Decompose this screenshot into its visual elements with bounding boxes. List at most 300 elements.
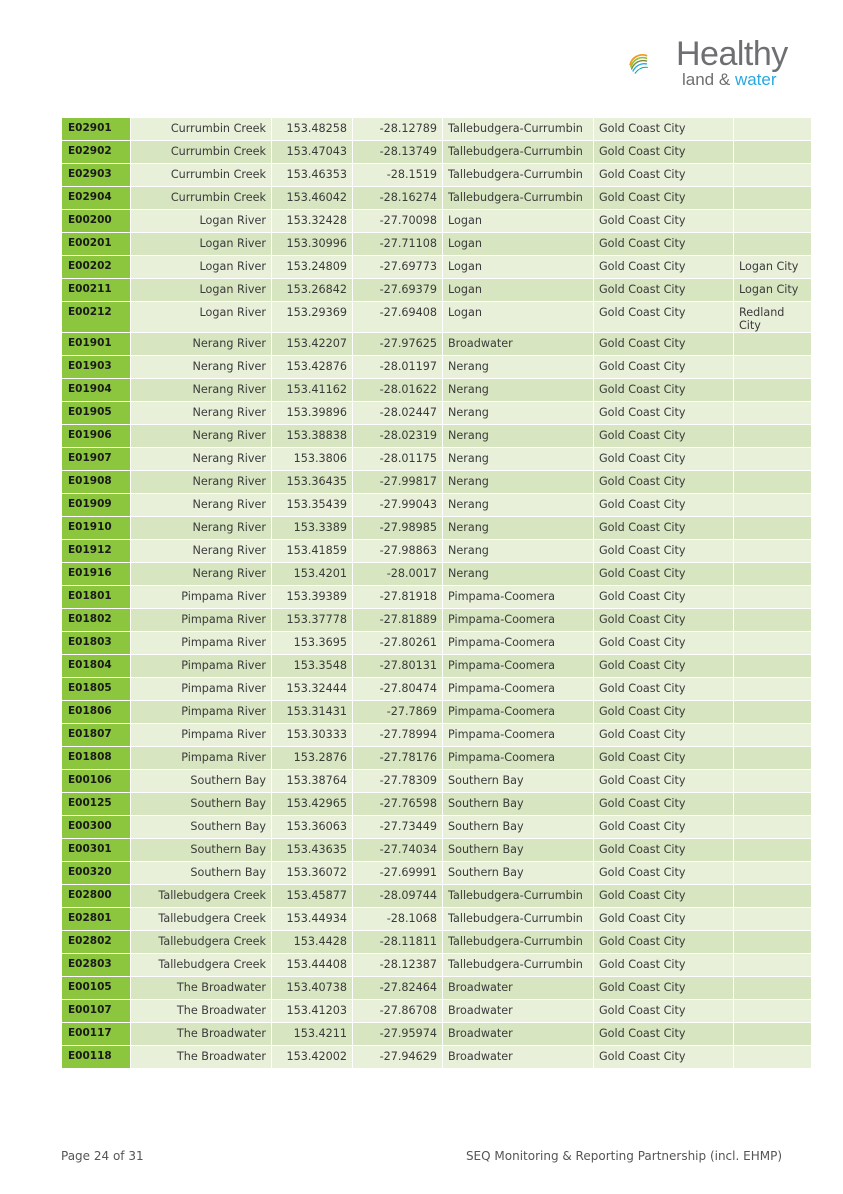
longitude-cell: 153.47043 [272, 141, 353, 164]
site-code-cell: E00106 [62, 770, 131, 793]
latitude-cell: -27.80261 [353, 632, 443, 655]
longitude-cell: 153.4211 [272, 1023, 353, 1046]
lga-cell: Gold Coast City [594, 908, 734, 931]
latitude-cell: -27.86708 [353, 1000, 443, 1023]
longitude-cell: 153.41203 [272, 1000, 353, 1023]
longitude-cell: 153.4428 [272, 931, 353, 954]
site-code-cell: E01904 [62, 379, 131, 402]
waterway-cell: Currumbin Creek [131, 164, 272, 187]
waterway-cell: The Broadwater [131, 1046, 272, 1069]
lga-cell: Gold Coast City [594, 118, 734, 141]
lga-cell: Gold Coast City [594, 609, 734, 632]
longitude-cell: 153.39389 [272, 586, 353, 609]
table-row [62, 448, 812, 471]
latitude-cell: -28.01622 [353, 379, 443, 402]
latitude-cell: -28.1068 [353, 908, 443, 931]
catchment-cell: Tallebudgera-Currumbin [443, 118, 594, 141]
latitude-cell: -27.80131 [353, 655, 443, 678]
other-lga-cell [734, 632, 812, 655]
lga-cell: Gold Coast City [594, 839, 734, 862]
waterway-cell: Nerang River [131, 425, 272, 448]
other-lga-cell [734, 494, 812, 517]
catchment-cell: Nerang [443, 425, 594, 448]
site-code-cell: E00105 [62, 977, 131, 1000]
longitude-cell: 153.45877 [272, 885, 353, 908]
catchment-cell: Pimpama-Coomera [443, 724, 594, 747]
table-row [62, 402, 812, 425]
longitude-cell: 153.36063 [272, 816, 353, 839]
table-row [62, 724, 812, 747]
lga-cell: Gold Coast City [594, 977, 734, 1000]
logo-word-land: land & [682, 70, 735, 89]
other-lga-cell [734, 931, 812, 954]
site-code-cell: E00107 [62, 1000, 131, 1023]
latitude-cell: -27.76598 [353, 793, 443, 816]
waterway-cell: Tallebudgera Creek [131, 931, 272, 954]
catchment-cell: Nerang [443, 356, 594, 379]
waterway-cell: Nerang River [131, 517, 272, 540]
lga-cell: Gold Coast City [594, 724, 734, 747]
site-code-cell: E01907 [62, 448, 131, 471]
catchment-cell: Logan [443, 256, 594, 279]
longitude-cell: 153.29369 [272, 302, 353, 333]
waterway-cell: Logan River [131, 256, 272, 279]
catchment-cell: Tallebudgera-Currumbin [443, 164, 594, 187]
waterway-cell: Tallebudgera Creek [131, 908, 272, 931]
table-row [62, 885, 812, 908]
latitude-cell: -28.0017 [353, 563, 443, 586]
site-code-cell: E01906 [62, 425, 131, 448]
lga-cell: Gold Coast City [594, 448, 734, 471]
catchment-cell: Nerang [443, 540, 594, 563]
site-code-cell: E01805 [62, 678, 131, 701]
waterway-cell: Nerang River [131, 402, 272, 425]
longitude-cell: 153.38838 [272, 425, 353, 448]
longitude-cell: 153.32444 [272, 678, 353, 701]
catchment-cell: Nerang [443, 517, 594, 540]
site-code-cell: E01804 [62, 655, 131, 678]
site-code-cell: E01802 [62, 609, 131, 632]
catchment-cell: Broadwater [443, 977, 594, 1000]
table-row [62, 908, 812, 931]
other-lga-cell [734, 448, 812, 471]
longitude-cell: 153.37778 [272, 609, 353, 632]
site-code-cell: E02802 [62, 931, 131, 954]
longitude-cell: 153.41162 [272, 379, 353, 402]
catchment-cell: Logan [443, 302, 594, 333]
catchment-cell: Tallebudgera-Currumbin [443, 931, 594, 954]
table-row [62, 977, 812, 1000]
other-lga-cell [734, 233, 812, 256]
table-row [62, 1046, 812, 1069]
other-lga-cell [734, 724, 812, 747]
table-row [62, 302, 812, 333]
other-lga-cell [734, 164, 812, 187]
waterway-cell: Pimpama River [131, 678, 272, 701]
other-lga-cell [734, 839, 812, 862]
latitude-cell: -27.99043 [353, 494, 443, 517]
table-row [62, 839, 812, 862]
table-body [62, 118, 812, 1069]
site-code-cell: E02801 [62, 908, 131, 931]
longitude-cell: 153.24809 [272, 256, 353, 279]
other-lga-cell [734, 333, 812, 356]
catchment-cell: Pimpama-Coomera [443, 632, 594, 655]
waterway-cell: Nerang River [131, 379, 272, 402]
catchment-cell: Tallebudgera-Currumbin [443, 908, 594, 931]
lga-cell: Gold Coast City [594, 187, 734, 210]
lga-cell: Gold Coast City [594, 1000, 734, 1023]
longitude-cell: 153.44934 [272, 908, 353, 931]
latitude-cell: -27.95974 [353, 1023, 443, 1046]
catchment-cell: Southern Bay [443, 839, 594, 862]
lga-cell: Gold Coast City [594, 164, 734, 187]
lga-cell: Gold Coast City [594, 471, 734, 494]
waterway-cell: Nerang River [131, 563, 272, 586]
latitude-cell: -28.13749 [353, 141, 443, 164]
waterway-cell: The Broadwater [131, 1023, 272, 1046]
waterway-cell: Pimpama River [131, 701, 272, 724]
table-row [62, 425, 812, 448]
latitude-cell: -28.12387 [353, 954, 443, 977]
other-lga-cell [734, 379, 812, 402]
longitude-cell: 153.3548 [272, 655, 353, 678]
other-lga-cell: Redland City [734, 302, 812, 333]
table-row [62, 931, 812, 954]
lga-cell: Gold Coast City [594, 517, 734, 540]
longitude-cell: 153.4201 [272, 563, 353, 586]
waterway-cell: Logan River [131, 233, 272, 256]
lga-cell: Gold Coast City [594, 540, 734, 563]
lga-cell: Gold Coast City [594, 701, 734, 724]
catchment-cell: Tallebudgera-Currumbin [443, 885, 594, 908]
table-row [62, 1023, 812, 1046]
table-row [62, 954, 812, 977]
lga-cell: Gold Coast City [594, 494, 734, 517]
table-row [62, 164, 812, 187]
lga-cell: Gold Coast City [594, 333, 734, 356]
table-row [62, 563, 812, 586]
latitude-cell: -27.78176 [353, 747, 443, 770]
longitude-cell: 153.31431 [272, 701, 353, 724]
longitude-cell: 153.39896 [272, 402, 353, 425]
other-lga-cell [734, 609, 812, 632]
site-code-cell: E00118 [62, 1046, 131, 1069]
catchment-cell: Logan [443, 279, 594, 302]
latitude-cell: -27.81889 [353, 609, 443, 632]
other-lga-cell [734, 977, 812, 1000]
table-row [62, 678, 812, 701]
latitude-cell: -27.69773 [353, 256, 443, 279]
latitude-cell: -28.01175 [353, 448, 443, 471]
other-lga-cell [734, 862, 812, 885]
longitude-cell: 153.3389 [272, 517, 353, 540]
waterway-cell: Pimpama River [131, 632, 272, 655]
lga-cell: Gold Coast City [594, 256, 734, 279]
site-code-cell: E01807 [62, 724, 131, 747]
site-code-cell: E01909 [62, 494, 131, 517]
catchment-cell: Pimpama-Coomera [443, 655, 594, 678]
latitude-cell: -27.73449 [353, 816, 443, 839]
longitude-cell: 153.36435 [272, 471, 353, 494]
table-row [62, 632, 812, 655]
lga-cell: Gold Coast City [594, 141, 734, 164]
table-row [62, 494, 812, 517]
footer-title: SEQ Monitoring & Reporting Partnership (incl. EHMP) [465, 1149, 782, 1163]
other-lga-cell [734, 908, 812, 931]
table-row [62, 187, 812, 210]
longitude-cell: 153.3695 [272, 632, 353, 655]
waterway-cell: Nerang River [131, 356, 272, 379]
catchment-cell: Logan [443, 233, 594, 256]
lga-cell: Gold Coast City [594, 586, 734, 609]
site-code-cell: E01808 [62, 747, 131, 770]
other-lga-cell [734, 770, 812, 793]
catchment-cell: Tallebudgera-Currumbin [443, 954, 594, 977]
catchment-cell: Nerang [443, 494, 594, 517]
lga-cell: Gold Coast City [594, 379, 734, 402]
waterway-cell: Southern Bay [131, 793, 272, 816]
latitude-cell: -27.98863 [353, 540, 443, 563]
lga-cell: Gold Coast City [594, 210, 734, 233]
site-code-cell: E02800 [62, 885, 131, 908]
table-row [62, 356, 812, 379]
logo-word-healthy: Healthy [676, 35, 788, 73]
catchment-cell: Logan [443, 210, 594, 233]
lga-cell: Gold Coast City [594, 1023, 734, 1046]
latitude-cell: -28.11811 [353, 931, 443, 954]
other-lga-cell: Logan City [734, 256, 812, 279]
catchment-cell: Nerang [443, 402, 594, 425]
latitude-cell: -27.71108 [353, 233, 443, 256]
waterway-cell: Southern Bay [131, 770, 272, 793]
lga-cell: Gold Coast City [594, 770, 734, 793]
catchment-cell: Nerang [443, 471, 594, 494]
lga-cell: Gold Coast City [594, 563, 734, 586]
site-code-cell: E01905 [62, 402, 131, 425]
catchment-cell: Southern Bay [443, 862, 594, 885]
other-lga-cell [734, 1023, 812, 1046]
lga-cell: Gold Coast City [594, 425, 734, 448]
other-lga-cell [734, 701, 812, 724]
site-code-cell: E01912 [62, 540, 131, 563]
catchment-cell: Pimpama-Coomera [443, 747, 594, 770]
site-code-cell: E01910 [62, 517, 131, 540]
site-code-cell: E01806 [62, 701, 131, 724]
waterway-cell: Nerang River [131, 471, 272, 494]
latitude-cell: -27.69379 [353, 279, 443, 302]
catchment-cell: Tallebudgera-Currumbin [443, 187, 594, 210]
lga-cell: Gold Coast City [594, 279, 734, 302]
waterway-cell: Pimpama River [131, 724, 272, 747]
catchment-cell: Pimpama-Coomera [443, 586, 594, 609]
other-lga-cell [734, 1000, 812, 1023]
waterway-cell: Pimpama River [131, 609, 272, 632]
waterway-cell: Nerang River [131, 494, 272, 517]
lga-cell: Gold Coast City [594, 632, 734, 655]
table-row [62, 793, 812, 816]
catchment-cell: Nerang [443, 448, 594, 471]
table-row [62, 233, 812, 256]
other-lga-cell [734, 356, 812, 379]
lga-cell: Gold Coast City [594, 302, 734, 333]
other-lga-cell [734, 187, 812, 210]
table-row [62, 540, 812, 563]
lga-cell: Gold Coast City [594, 402, 734, 425]
waterway-cell: Southern Bay [131, 862, 272, 885]
monitoring-sites-table [61, 117, 812, 1069]
waterway-cell: Pimpama River [131, 655, 272, 678]
lga-cell: Gold Coast City [594, 862, 734, 885]
table-row [62, 701, 812, 724]
longitude-cell: 153.40738 [272, 977, 353, 1000]
site-code-cell: E01908 [62, 471, 131, 494]
site-code-cell: E01803 [62, 632, 131, 655]
site-code-cell: E00320 [62, 862, 131, 885]
waterway-cell: Tallebudgera Creek [131, 954, 272, 977]
table-row [62, 210, 812, 233]
other-lga-cell: Logan City [734, 279, 812, 302]
catchment-cell: Southern Bay [443, 770, 594, 793]
latitude-cell: -27.69991 [353, 862, 443, 885]
lga-cell: Gold Coast City [594, 747, 734, 770]
lga-cell: Gold Coast City [594, 356, 734, 379]
waterway-cell: Nerang River [131, 333, 272, 356]
longitude-cell: 153.32428 [272, 210, 353, 233]
longitude-cell: 153.43635 [272, 839, 353, 862]
catchment-cell: Nerang [443, 379, 594, 402]
longitude-cell: 153.46042 [272, 187, 353, 210]
other-lga-cell [734, 954, 812, 977]
catchment-cell: Southern Bay [443, 793, 594, 816]
other-lga-cell [734, 793, 812, 816]
table-row [62, 471, 812, 494]
longitude-cell: 153.48258 [272, 118, 353, 141]
longitude-cell: 153.26842 [272, 279, 353, 302]
longitude-cell: 153.44408 [272, 954, 353, 977]
other-lga-cell [734, 402, 812, 425]
logo-word-water: water [734, 70, 777, 89]
table-row [62, 816, 812, 839]
latitude-cell: -27.74034 [353, 839, 443, 862]
other-lga-cell [734, 678, 812, 701]
latitude-cell: -27.81918 [353, 586, 443, 609]
other-lga-cell [734, 816, 812, 839]
latitude-cell: -27.7869 [353, 701, 443, 724]
site-code-cell: E00212 [62, 302, 131, 333]
other-lga-cell [734, 471, 812, 494]
site-code-cell: E00117 [62, 1023, 131, 1046]
waterway-cell: Nerang River [131, 448, 272, 471]
latitude-cell: -27.99817 [353, 471, 443, 494]
catchment-cell: Pimpama-Coomera [443, 701, 594, 724]
longitude-cell: 153.42965 [272, 793, 353, 816]
site-code-cell: E00300 [62, 816, 131, 839]
other-lga-cell [734, 747, 812, 770]
other-lga-cell [734, 563, 812, 586]
lga-cell: Gold Coast City [594, 655, 734, 678]
latitude-cell: -27.94629 [353, 1046, 443, 1069]
lga-cell: Gold Coast City [594, 793, 734, 816]
other-lga-cell [734, 885, 812, 908]
site-code-cell: E02901 [62, 118, 131, 141]
longitude-cell: 153.42002 [272, 1046, 353, 1069]
site-code-cell: E00200 [62, 210, 131, 233]
longitude-cell: 153.46353 [272, 164, 353, 187]
site-code-cell: E01801 [62, 586, 131, 609]
lga-cell: Gold Coast City [594, 816, 734, 839]
catchment-cell: Nerang [443, 563, 594, 586]
latitude-cell: -28.02447 [353, 402, 443, 425]
longitude-cell: 153.42207 [272, 333, 353, 356]
waterway-cell: Logan River [131, 279, 272, 302]
waterway-cell: Southern Bay [131, 839, 272, 862]
waterway-cell: Southern Bay [131, 816, 272, 839]
longitude-cell: 153.36072 [272, 862, 353, 885]
table-row [62, 862, 812, 885]
site-code-cell: E00211 [62, 279, 131, 302]
longitude-cell: 153.41859 [272, 540, 353, 563]
waterway-cell: Pimpama River [131, 586, 272, 609]
lga-cell: Gold Coast City [594, 885, 734, 908]
table-row [62, 256, 812, 279]
site-code-cell: E02903 [62, 164, 131, 187]
site-code-cell: E01901 [62, 333, 131, 356]
other-lga-cell [734, 118, 812, 141]
catchment-cell: Broadwater [443, 1046, 594, 1069]
waterway-cell: Logan River [131, 302, 272, 333]
logo-word-land-water [682, 70, 777, 90]
table-row [62, 517, 812, 540]
other-lga-cell [734, 655, 812, 678]
latitude-cell: -27.78994 [353, 724, 443, 747]
table-row [62, 609, 812, 632]
catchment-cell: Tallebudgera-Currumbin [443, 141, 594, 164]
waterway-cell: The Broadwater [131, 977, 272, 1000]
lga-cell: Gold Coast City [594, 233, 734, 256]
table-row [62, 333, 812, 356]
longitude-cell: 153.30333 [272, 724, 353, 747]
other-lga-cell [734, 517, 812, 540]
waterway-cell: Tallebudgera Creek [131, 885, 272, 908]
site-code-cell: E02803 [62, 954, 131, 977]
latitude-cell: -28.02319 [353, 425, 443, 448]
lga-cell: Gold Coast City [594, 931, 734, 954]
site-code-cell: E00301 [62, 839, 131, 862]
table-row [62, 279, 812, 302]
other-lga-cell [734, 540, 812, 563]
latitude-cell: -28.12789 [353, 118, 443, 141]
lga-cell: Gold Coast City [594, 678, 734, 701]
waterway-cell: The Broadwater [131, 1000, 272, 1023]
lga-cell: Gold Coast City [594, 1046, 734, 1069]
site-code-cell: E02902 [62, 141, 131, 164]
latitude-cell: -27.82464 [353, 977, 443, 1000]
other-lga-cell [734, 425, 812, 448]
waterway-cell: Logan River [131, 210, 272, 233]
latitude-cell: -27.97625 [353, 333, 443, 356]
table-row [62, 655, 812, 678]
catchment-cell: Pimpama-Coomera [443, 609, 594, 632]
other-lga-cell [734, 586, 812, 609]
longitude-cell: 153.35439 [272, 494, 353, 517]
latitude-cell: -28.16274 [353, 187, 443, 210]
other-lga-cell [734, 210, 812, 233]
table-row [62, 379, 812, 402]
waterway-cell: Currumbin Creek [131, 141, 272, 164]
latitude-cell: -27.98985 [353, 517, 443, 540]
catchment-cell: Southern Bay [443, 816, 594, 839]
